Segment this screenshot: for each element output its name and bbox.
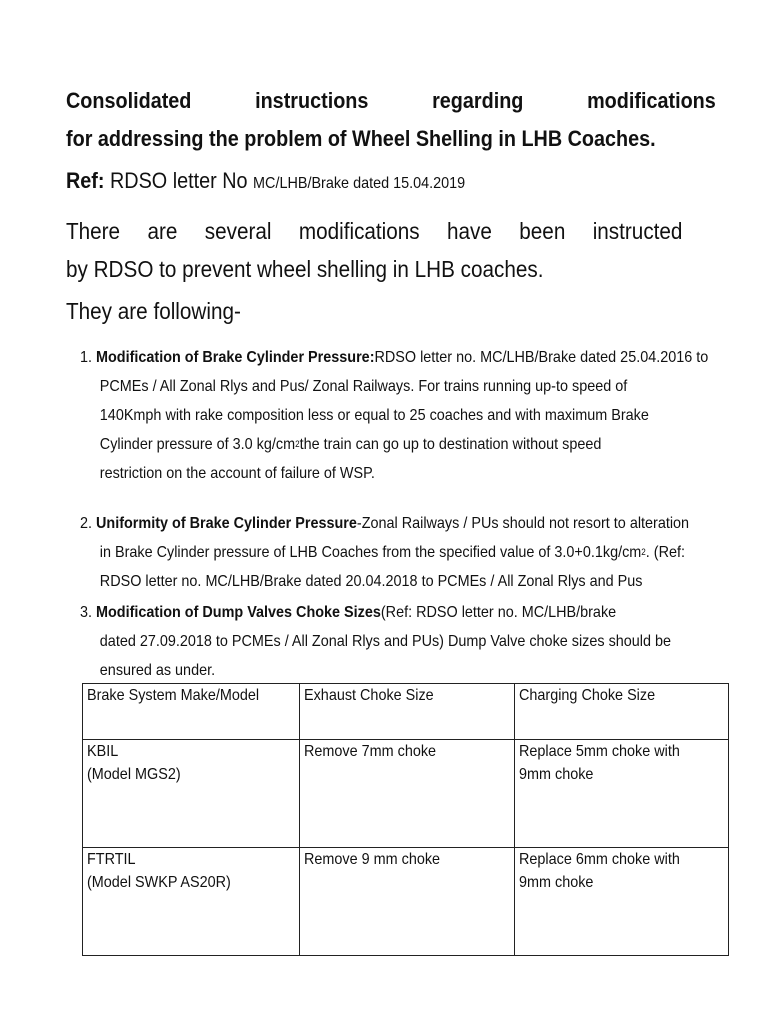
- intro-word: have: [447, 218, 492, 244]
- item-text: the train can go up to destination without speed: [299, 436, 602, 453]
- intro-line-2: by RDSO to prevent wheel shelling in LHB coaches.: [66, 256, 544, 282]
- table-cell: [83, 740, 300, 848]
- item-1-line-2: PCMEs / All Zonal Rlys and Pus/ Zonal Railways. For trains running up-to speed of: [99, 378, 628, 395]
- intro-word: modifications: [298, 218, 420, 244]
- item-text: (Ref: RDSO letter no. MC/LHB/brake: [380, 604, 617, 621]
- item-number: 2.: [80, 515, 93, 532]
- title-line-1: [66, 82, 716, 120]
- cell-text: 9mm choke: [519, 874, 594, 891]
- item-heading: Modification of Brake Cylinder Pressure:: [96, 349, 375, 366]
- item-number: 3.: [80, 604, 93, 621]
- intro-word: been: [519, 218, 566, 244]
- intro-line-1: [66, 212, 683, 250]
- reference-line: [66, 168, 465, 194]
- item-2-line-2: [80, 538, 728, 567]
- table-header-cell: [83, 684, 300, 740]
- item-text: Cylinder pressure of 3.0 kg/cm: [99, 436, 296, 453]
- item-1-line-4: [80, 430, 728, 459]
- intro-word: several: [204, 218, 272, 244]
- cell-text: 9mm choke: [519, 766, 594, 783]
- choke-size-table: [82, 683, 729, 956]
- item-text: in Brake Cylinder pressure of LHB Coaches from the specified value of 3.0+0.1kg/cm: [99, 544, 642, 561]
- table-header-row: [83, 684, 729, 740]
- item-1-line-1: [80, 343, 728, 372]
- cell-text: (Model SWKP AS20R): [87, 874, 231, 891]
- item-2-line-3: RDSO letter no. MC/LHB/Brake dated 20.04.2018 to PCMEs / All Zonal Rlys and Pus: [99, 573, 643, 590]
- item-1-line-5: restriction on the account of failure of WSP.: [99, 465, 375, 482]
- cell-text: Replace 6mm choke with: [519, 851, 680, 868]
- table-row: [83, 740, 729, 848]
- item-2-line-1: [80, 509, 728, 538]
- title-word: modifications: [587, 88, 716, 113]
- item-3-line-1: [80, 598, 728, 627]
- item-heading: Uniformity of Brake Cylinder Pressure: [96, 515, 357, 532]
- item-1-line-3: 140Kmph with rake composition less or equal to 25 coaches and with maximum Brake: [99, 407, 649, 424]
- ref-letter-no: MC/LHB/Brake dated 15.04.2019: [253, 175, 466, 192]
- table-cell: [83, 848, 300, 956]
- title-word: regarding: [432, 88, 524, 113]
- item-3-line-2: dated 27.09.2018 to PCMEs / All Zonal Rlys and PUs) Dump Valve choke sizes should be: [99, 633, 672, 650]
- list-item-3: [80, 598, 728, 685]
- table-row: [83, 848, 729, 956]
- cell-text: FTRTIL: [87, 851, 136, 868]
- title-word: Consolidated: [66, 88, 192, 113]
- item-text: RDSO letter no. MC/LHB/Brake dated 25.04.2016 to: [374, 349, 709, 366]
- header-text: Charging Choke Size: [519, 687, 656, 704]
- cell-text: (Model MGS2): [87, 766, 181, 783]
- header-text: Exhaust Choke Size: [304, 687, 434, 704]
- title-line-2: for addressing the problem of Wheel Shelling in LHB Coaches.: [66, 126, 656, 151]
- table-header-cell: [515, 684, 729, 740]
- ref-text: RDSO letter No: [104, 168, 254, 193]
- intro-paragraph: [66, 212, 683, 288]
- table-cell: [300, 848, 515, 956]
- ref-label: Ref:: [66, 168, 105, 193]
- document-title: [66, 82, 716, 158]
- cell-text: Remove 7mm choke: [304, 743, 437, 760]
- intro-word: are: [147, 218, 178, 244]
- table-cell: [515, 848, 729, 956]
- superscript: 2: [641, 547, 646, 557]
- list-item-2: [80, 509, 728, 596]
- following-heading: They are following-: [66, 298, 241, 324]
- item-text: -Zonal Railways / PUs should not resort to alteration: [356, 515, 690, 532]
- title-word: instructions: [255, 88, 369, 113]
- cell-text: Replace 5mm choke with: [519, 743, 680, 760]
- table-header-cell: [300, 684, 515, 740]
- superscript: 2: [295, 439, 300, 449]
- item-number: 1.: [80, 349, 93, 366]
- item-3-line-3: ensured as under.: [99, 662, 216, 679]
- table-cell: [515, 740, 729, 848]
- intro-word: There: [66, 218, 121, 244]
- list-item-1: [80, 343, 728, 488]
- item-heading: Modification of Dump Valves Choke Sizes: [96, 604, 381, 621]
- intro-word: instructed: [592, 218, 683, 244]
- header-text: Brake System Make/Model: [87, 687, 260, 704]
- table-cell: [300, 740, 515, 848]
- cell-text: KBIL: [87, 743, 119, 760]
- cell-text: Remove 9 mm choke: [304, 851, 441, 868]
- item-text: . (Ref:: [645, 544, 685, 561]
